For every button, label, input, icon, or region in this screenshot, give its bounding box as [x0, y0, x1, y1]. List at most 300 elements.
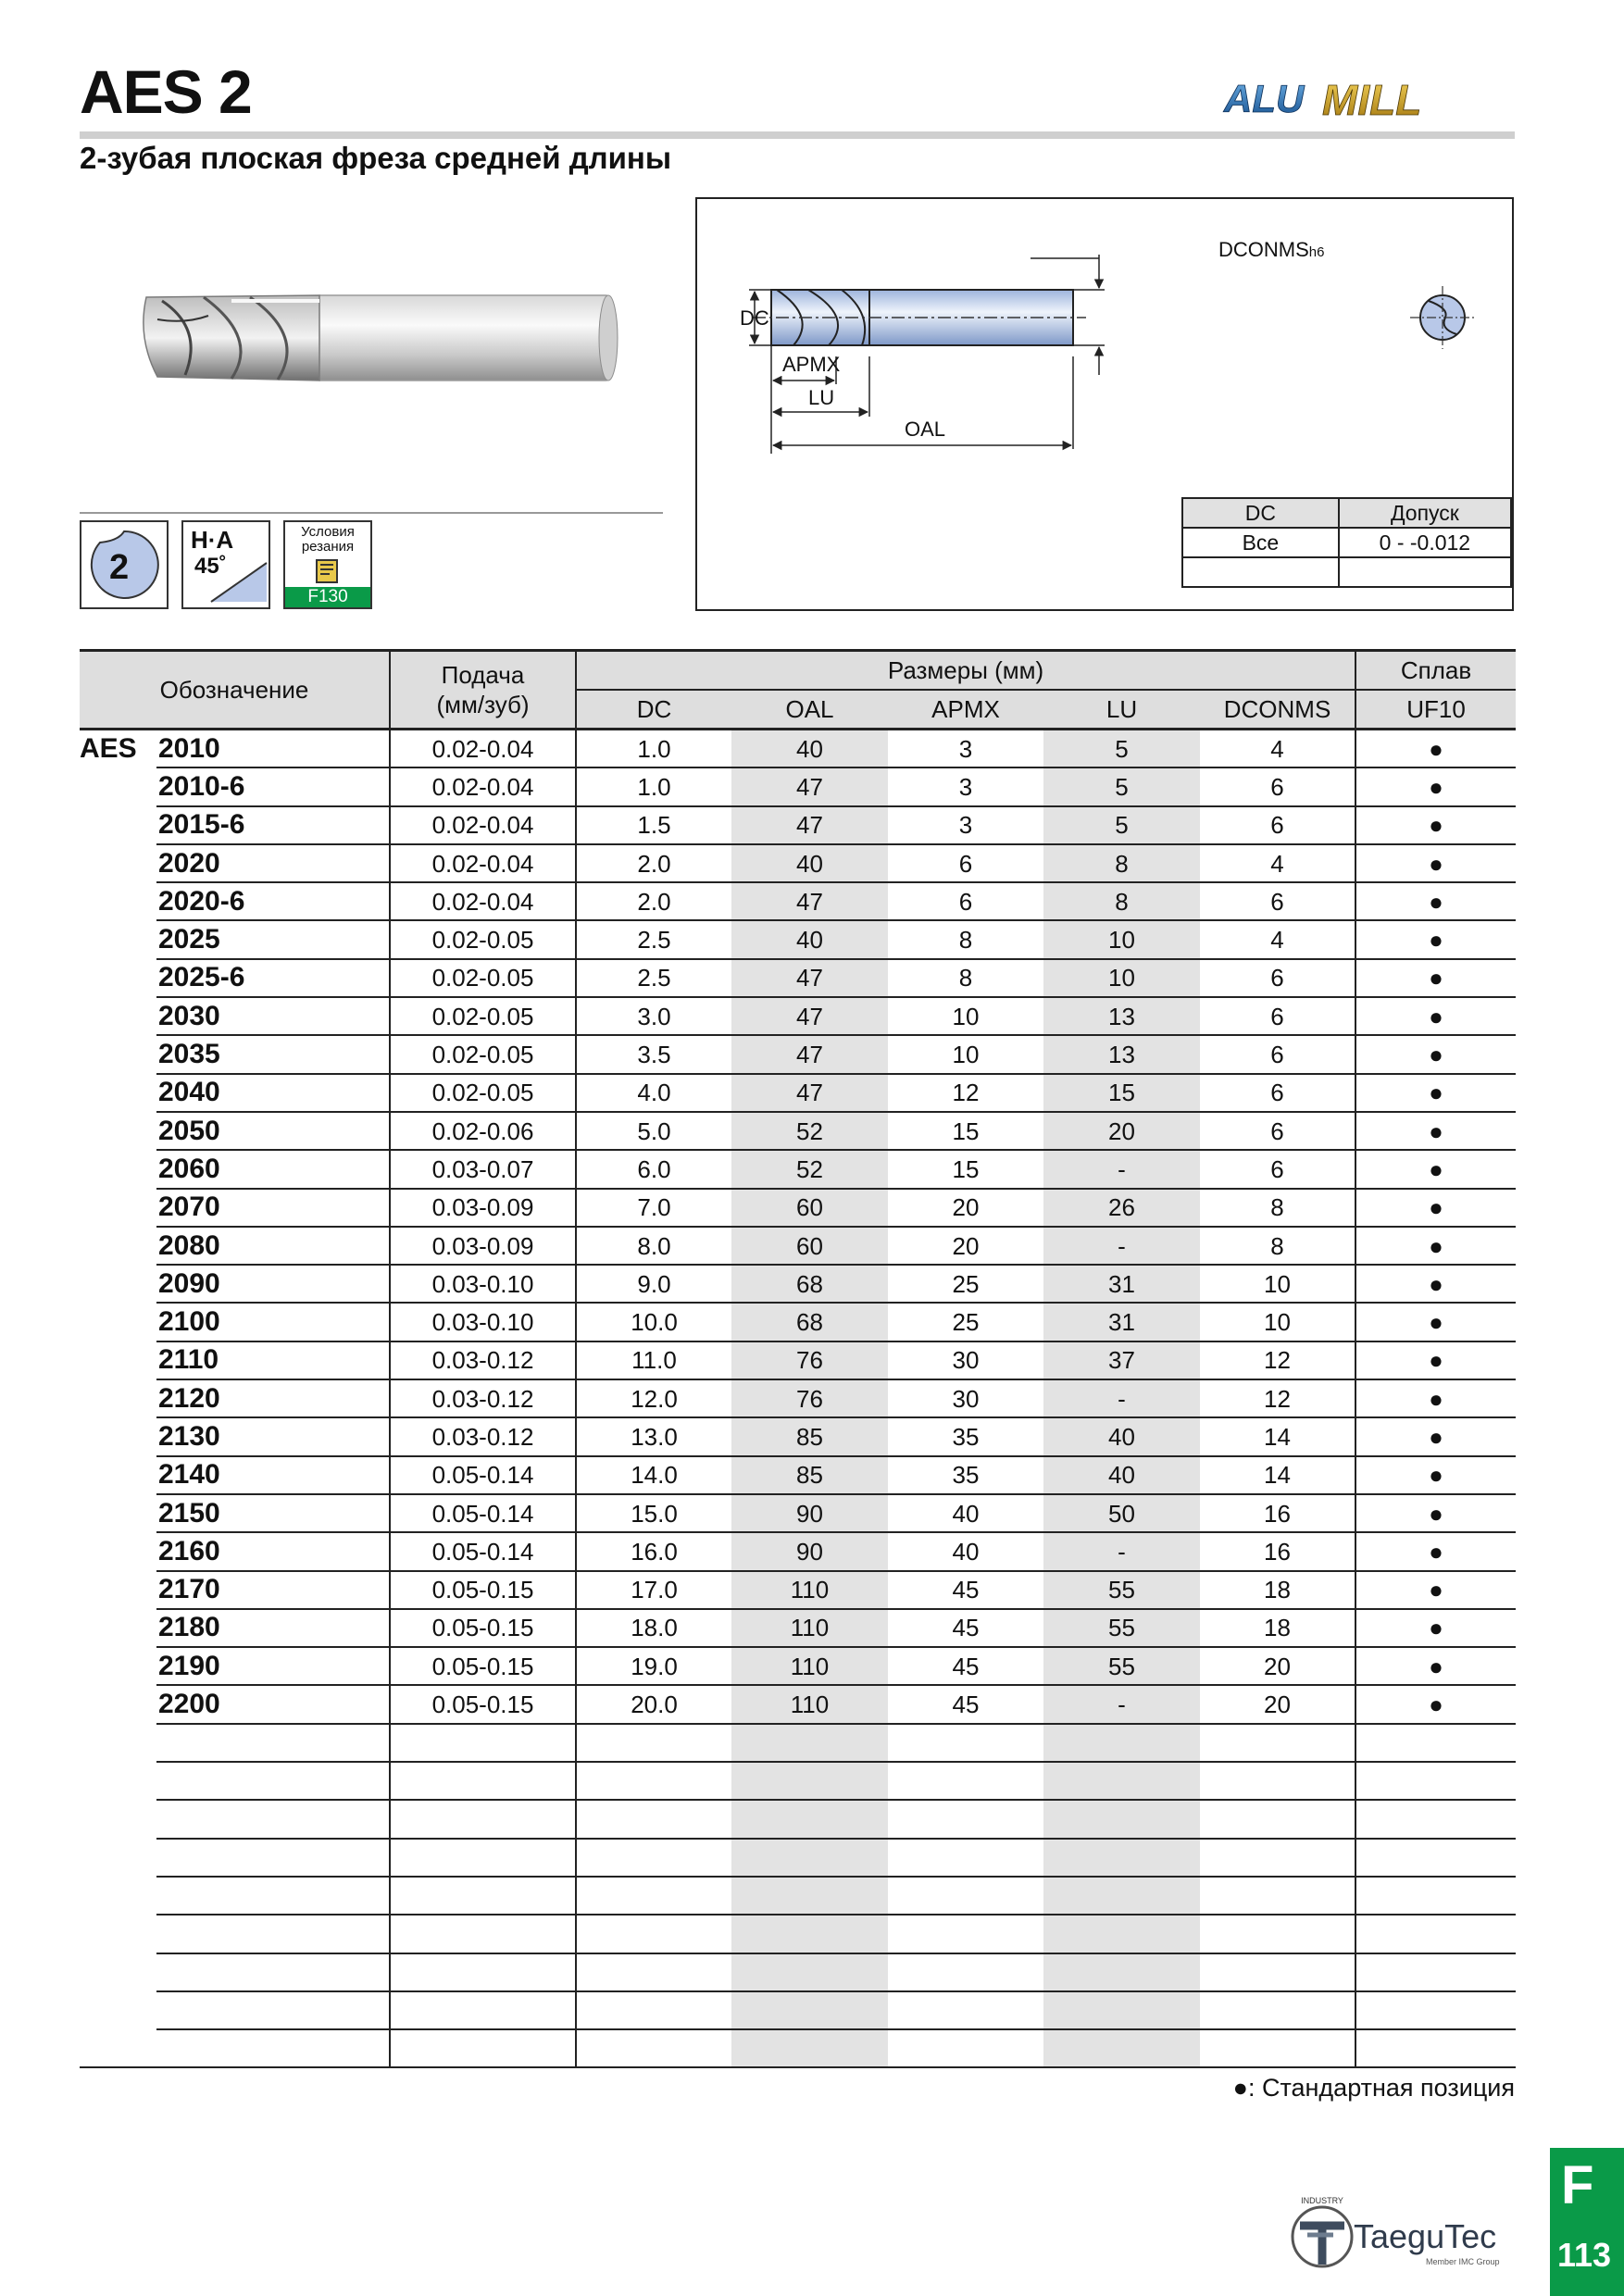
cell-dc: 1.0 — [576, 730, 731, 768]
cell-designation: 2140 — [156, 1456, 390, 1494]
cell-dconms — [1200, 1953, 1355, 1991]
cell-designation — [156, 2029, 390, 2067]
cell-dc — [576, 1724, 731, 1762]
cell-uf10: ● — [1355, 1647, 1516, 1685]
cell-apmx: 35 — [888, 1417, 1043, 1455]
cell-uf10: ● — [1355, 1456, 1516, 1494]
cell-uf10: ● — [1355, 1150, 1516, 1188]
cell-uf10 — [1355, 1877, 1516, 1915]
cell-oal: 40 — [731, 920, 888, 958]
cell-feed: 0.05-0.14 — [390, 1456, 576, 1494]
series-prefix-cell — [80, 997, 156, 1035]
cell-uf10: ● — [1355, 1227, 1516, 1265]
cell-dc: 2.5 — [576, 920, 731, 958]
cell-dc — [576, 1991, 731, 2029]
cell-apmx: 20 — [888, 1189, 1043, 1227]
cell-oal: 52 — [731, 1150, 888, 1188]
cell-oal — [731, 1991, 888, 2029]
cell-uf10 — [1355, 2029, 1516, 2067]
cell-oal: 76 — [731, 1341, 888, 1379]
cell-oal: 110 — [731, 1609, 888, 1647]
cell-dconms: 6 — [1200, 997, 1355, 1035]
cell-lu: 31 — [1043, 1265, 1200, 1303]
header-dconms: DCONMS — [1200, 690, 1355, 730]
table-row — [80, 1074, 1516, 1112]
table-row — [80, 959, 1516, 997]
series-prefix-cell — [80, 1877, 156, 1915]
flute-count-icon — [80, 520, 169, 609]
tolerance-header-dc: DC — [1182, 498, 1339, 528]
cell-oal — [731, 1800, 888, 1838]
cell-feed: 0.02-0.04 — [390, 767, 576, 805]
taegutec-logo — [1287, 2192, 1526, 2272]
cell-lu — [1043, 1915, 1200, 1953]
cell-apmx: 12 — [888, 1074, 1043, 1112]
cell-oal: 85 — [731, 1417, 888, 1455]
cell-uf10: ● — [1355, 1112, 1516, 1150]
cell-uf10: ● — [1355, 1417, 1516, 1455]
cell-uf10: ● — [1355, 1609, 1516, 1647]
cell-dconms — [1200, 1991, 1355, 2029]
cell-oal: 68 — [731, 1265, 888, 1303]
series-prefix-cell — [80, 1456, 156, 1494]
cell-uf10: ● — [1355, 1379, 1516, 1417]
tolerance-cell: Все — [1182, 528, 1339, 557]
cell-lu — [1043, 1877, 1200, 1915]
cell-dc: 19.0 — [576, 1647, 731, 1685]
cell-oal: 40 — [731, 844, 888, 882]
series-prefix-cell — [80, 1265, 156, 1303]
tolerance-cell: 0 - -0.012 — [1339, 528, 1511, 557]
cell-feed — [390, 1953, 576, 1991]
series-prefix-cell — [80, 1112, 156, 1150]
cell-feed: 0.03-0.12 — [390, 1341, 576, 1379]
cell-lu: 10 — [1043, 920, 1200, 958]
cell-dconms: 16 — [1200, 1532, 1355, 1570]
cell-oal: 68 — [731, 1303, 888, 1341]
header-apmx: APMX — [888, 690, 1043, 730]
cell-uf10: ● — [1355, 1685, 1516, 1723]
conditions-label-2: резания — [301, 539, 355, 555]
page-subtitle: 2-зубая плоская фреза средней длины — [80, 141, 672, 175]
table-row — [80, 844, 1516, 882]
cell-oal: 47 — [731, 1074, 888, 1112]
cell-feed: 0.02-0.05 — [390, 959, 576, 997]
cell-dc: 1.0 — [576, 767, 731, 805]
cell-designation: 2025 — [156, 920, 390, 958]
dim-dc-label: DC — [740, 306, 769, 330]
cell-uf10: ● — [1355, 1571, 1516, 1609]
cell-dc: 1.5 — [576, 806, 731, 844]
section-letter: F — [1561, 2155, 1594, 2215]
cell-dc: 16.0 — [576, 1532, 731, 1570]
cell-dc — [576, 1877, 731, 1915]
series-prefix-cell — [80, 882, 156, 920]
series-prefix-cell — [80, 844, 156, 882]
cell-designation: 2200 — [156, 1685, 390, 1723]
series-prefix-cell — [80, 1494, 156, 1532]
cell-dc: 12.0 — [576, 1379, 731, 1417]
cell-dconms — [1200, 1800, 1355, 1838]
cell-designation — [156, 1762, 390, 1800]
cell-oal: 76 — [731, 1379, 888, 1417]
cell-feed: 0.03-0.10 — [390, 1303, 576, 1341]
dimension-diagram — [695, 197, 1514, 611]
cell-apmx — [888, 2029, 1043, 2067]
cell-feed — [390, 1762, 576, 1800]
table-row — [80, 1189, 1516, 1227]
cell-uf10: ● — [1355, 1532, 1516, 1570]
cell-apmx: 6 — [888, 882, 1043, 920]
cell-dconms: 6 — [1200, 959, 1355, 997]
cell-feed: 0.03-0.09 — [390, 1189, 576, 1227]
tolerance-cell — [1182, 557, 1339, 587]
cell-uf10: ● — [1355, 1035, 1516, 1073]
table-row — [80, 1265, 1516, 1303]
cutting-conditions-icon[interactable] — [283, 520, 372, 609]
cell-dconms — [1200, 1839, 1355, 1877]
cell-feed: 0.03-0.10 — [390, 1265, 576, 1303]
page-tab — [1550, 2148, 1624, 2296]
cell-dc: 10.0 — [576, 1303, 731, 1341]
header-rule — [80, 131, 1515, 139]
cell-uf10: ● — [1355, 767, 1516, 805]
table-row — [80, 1609, 1516, 1647]
cell-dconms: 8 — [1200, 1227, 1355, 1265]
cell-dconms: 6 — [1200, 1074, 1355, 1112]
cell-designation: 2110 — [156, 1341, 390, 1379]
cell-lu: - — [1043, 1150, 1200, 1188]
conditions-ref-badge — [285, 587, 370, 607]
cell-apmx: 3 — [888, 730, 1043, 768]
series-prefix-cell — [80, 1762, 156, 1800]
cell-feed — [390, 1839, 576, 1877]
cell-apmx: 40 — [888, 1494, 1043, 1532]
cell-dconms: 12 — [1200, 1341, 1355, 1379]
table-row — [80, 2029, 1516, 2067]
series-prefix-cell — [80, 806, 156, 844]
table-row — [80, 1915, 1516, 1953]
cell-dconms: 6 — [1200, 767, 1355, 805]
cell-feed — [390, 1724, 576, 1762]
cell-uf10 — [1355, 1724, 1516, 1762]
table-row — [80, 1456, 1516, 1494]
cell-oal: 110 — [731, 1685, 888, 1723]
series-prefix-cell — [80, 1189, 156, 1227]
cell-apmx: 3 — [888, 806, 1043, 844]
series-prefix-cell — [80, 1647, 156, 1685]
cell-lu: 15 — [1043, 1074, 1200, 1112]
table-row — [80, 1532, 1516, 1570]
cell-feed: 0.05-0.14 — [390, 1532, 576, 1570]
cell-lu: 50 — [1043, 1494, 1200, 1532]
cell-designation: 2080 — [156, 1227, 390, 1265]
cell-lu: 13 — [1043, 997, 1200, 1035]
table-row — [80, 1379, 1516, 1417]
cell-dconms: 10 — [1200, 1265, 1355, 1303]
cell-dc: 18.0 — [576, 1609, 731, 1647]
cell-feed: 0.02-0.04 — [390, 844, 576, 882]
cell-lu — [1043, 1724, 1200, 1762]
table-row — [80, 1227, 1516, 1265]
legend-symbol: ● — [1232, 2074, 1248, 2102]
cell-lu: 31 — [1043, 1303, 1200, 1341]
cell-dc: 5.0 — [576, 1112, 731, 1150]
legend — [1204, 2074, 1515, 2103]
cell-oal: 110 — [731, 1571, 888, 1609]
cell-dc — [576, 1839, 731, 1877]
cell-dconms: 18 — [1200, 1609, 1355, 1647]
cell-dc: 13.0 — [576, 1417, 731, 1455]
cell-feed: 0.05-0.15 — [390, 1571, 576, 1609]
cell-dconms: 14 — [1200, 1456, 1355, 1494]
cell-designation: 2050 — [156, 1112, 390, 1150]
cell-designation: 2010-6 — [156, 767, 390, 805]
cell-lu: 40 — [1043, 1417, 1200, 1455]
cell-apmx: 45 — [888, 1609, 1043, 1647]
cell-dconms: 10 — [1200, 1303, 1355, 1341]
cell-uf10: ● — [1355, 882, 1516, 920]
cell-designation: 2150 — [156, 1494, 390, 1532]
cell-dconms: 6 — [1200, 1035, 1355, 1073]
dim-dconms-text: DCONMS — [1218, 238, 1309, 261]
table-row — [80, 1991, 1516, 2029]
cell-lu: - — [1043, 1532, 1200, 1570]
cell-designation: 2060 — [156, 1150, 390, 1188]
legend-text: : Стандартная позиция — [1247, 2074, 1515, 2102]
table-row — [80, 1303, 1516, 1341]
cell-apmx — [888, 1877, 1043, 1915]
cell-apmx — [888, 1800, 1043, 1838]
cell-dconms: 12 — [1200, 1379, 1355, 1417]
cell-uf10: ● — [1355, 920, 1516, 958]
cell-oal — [731, 1953, 888, 1991]
cell-uf10: ● — [1355, 1189, 1516, 1227]
taegutec-logo-arc: INDUSTRY — [1301, 2196, 1343, 2205]
cell-oal — [731, 1877, 888, 1915]
cell-uf10: ● — [1355, 1494, 1516, 1532]
cell-oal: 60 — [731, 1227, 888, 1265]
table-row — [80, 1035, 1516, 1073]
page-number: 113 — [1557, 2236, 1612, 2274]
cell-designation: 2170 — [156, 1571, 390, 1609]
cell-oal: 60 — [731, 1189, 888, 1227]
cell-designation: 2030 — [156, 997, 390, 1035]
table-row — [80, 1647, 1516, 1685]
helix-angle-value: 45˚ — [194, 554, 227, 579]
product-table — [80, 649, 1516, 2068]
cell-dc: 4.0 — [576, 1074, 731, 1112]
cell-dconms: 14 — [1200, 1417, 1355, 1455]
series-prefix-cell — [80, 959, 156, 997]
cell-apmx: 8 — [888, 920, 1043, 958]
cell-dconms — [1200, 2029, 1355, 2067]
cell-uf10 — [1355, 1800, 1516, 1838]
cell-designation — [156, 1839, 390, 1877]
header-feed — [390, 651, 576, 730]
cell-oal: 47 — [731, 767, 888, 805]
cell-uf10: ● — [1355, 959, 1516, 997]
cell-oal: 40 — [731, 730, 888, 768]
cell-oal: 47 — [731, 1035, 888, 1073]
cell-feed: 0.05-0.14 — [390, 1494, 576, 1532]
cell-designation: 2040 — [156, 1074, 390, 1112]
table-row — [80, 1417, 1516, 1455]
cell-dconms — [1200, 1762, 1355, 1800]
cell-apmx: 35 — [888, 1456, 1043, 1494]
series-prefix-cell — [80, 1724, 156, 1762]
cell-uf10 — [1355, 1915, 1516, 1953]
conditions-book-icon — [314, 557, 342, 585]
cell-feed: 0.02-0.05 — [390, 1074, 576, 1112]
cell-oal — [731, 1762, 888, 1800]
cell-feed — [390, 1877, 576, 1915]
cell-designation: 2160 — [156, 1532, 390, 1570]
cell-designation: 2070 — [156, 1189, 390, 1227]
cell-apmx — [888, 1724, 1043, 1762]
cell-designation — [156, 1953, 390, 1991]
cell-designation: 2015-6 — [156, 806, 390, 844]
header-dc: DC — [576, 690, 731, 730]
cell-apmx: 45 — [888, 1647, 1043, 1685]
cell-oal: 85 — [731, 1456, 888, 1494]
header-feed-line2: (мм/зуб) — [436, 691, 530, 718]
cell-apmx: 8 — [888, 959, 1043, 997]
cell-feed: 0.02-0.04 — [390, 806, 576, 844]
series-prefix-cell — [80, 1800, 156, 1838]
cell-dc: 6.0 — [576, 1150, 731, 1188]
cell-dc: 2.5 — [576, 959, 731, 997]
table-row — [80, 1685, 1516, 1723]
cell-uf10: ● — [1355, 844, 1516, 882]
series-prefix-cell: AES — [80, 733, 137, 765]
cell-oal — [731, 1724, 888, 1762]
product-table-body — [80, 730, 1516, 2068]
cell-lu — [1043, 1953, 1200, 1991]
cell-lu — [1043, 1991, 1200, 2029]
cell-uf10 — [1355, 1839, 1516, 1877]
cell-dconms: 4 — [1200, 920, 1355, 958]
cell-dc — [576, 1915, 731, 1953]
header-designation: Обозначение — [80, 651, 390, 730]
cell-designation: 2020 — [156, 844, 390, 882]
cell-lu: 20 — [1043, 1112, 1200, 1150]
cell-apmx — [888, 1915, 1043, 1953]
cell-feed: 0.03-0.12 — [390, 1417, 576, 1455]
cell-designation: 2025-6 — [156, 959, 390, 997]
cell-designation: 2020-6 — [156, 882, 390, 920]
header-uf10: UF10 — [1355, 690, 1516, 730]
cell-dconms: 4 — [1200, 730, 1355, 768]
cell-feed: 0.03-0.09 — [390, 1227, 576, 1265]
cell-feed — [390, 1991, 576, 2029]
cell-dc — [576, 1800, 731, 1838]
table-row — [80, 1877, 1516, 1915]
cell-dconms: 20 — [1200, 1647, 1355, 1685]
cell-feed: 0.02-0.05 — [390, 920, 576, 958]
series-prefix-cell — [80, 1991, 156, 2029]
cell-designation: 2130 — [156, 1417, 390, 1455]
cell-dc: 15.0 — [576, 1494, 731, 1532]
helix-angle-icon — [181, 520, 270, 609]
cell-dconms: 20 — [1200, 1685, 1355, 1723]
cell-designation: 2180 — [156, 1609, 390, 1647]
cell-oal: 47 — [731, 959, 888, 997]
table-row — [80, 1150, 1516, 1188]
cell-lu: - — [1043, 1685, 1200, 1723]
cell-dc — [576, 2029, 731, 2067]
series-prefix-cell — [80, 1379, 156, 1417]
cell-dc: 14.0 — [576, 1456, 731, 1494]
cell-dc: 8.0 — [576, 1227, 731, 1265]
cell-uf10: ● — [1355, 1341, 1516, 1379]
series-prefix-cell — [80, 1341, 156, 1379]
alumill-logo-mill: MILL — [1322, 76, 1422, 124]
cell-dconms: 8 — [1200, 1189, 1355, 1227]
table-row — [80, 730, 1516, 768]
cell-apmx: 45 — [888, 1685, 1043, 1723]
series-prefix-cell — [80, 1685, 156, 1723]
cell-lu: 37 — [1043, 1341, 1200, 1379]
table-row — [80, 882, 1516, 920]
cell-lu: 55 — [1043, 1647, 1200, 1685]
taegutec-logo-text: TaeguTec — [1354, 2217, 1497, 2255]
cell-apmx: 6 — [888, 844, 1043, 882]
table-row — [80, 920, 1516, 958]
helix-angle-label: H·A — [191, 526, 234, 554]
table-row — [80, 1839, 1516, 1877]
table-row — [80, 1112, 1516, 1150]
cell-dc: 3.5 — [576, 1035, 731, 1073]
cell-apmx: 45 — [888, 1571, 1043, 1609]
cell-lu: - — [1043, 1379, 1200, 1417]
cell-dconms: 6 — [1200, 1150, 1355, 1188]
cell-dc: 11.0 — [576, 1341, 731, 1379]
cell-lu: 5 — [1043, 767, 1200, 805]
series-prefix-cell — [80, 2029, 156, 2067]
cell-lu: 5 — [1043, 730, 1200, 768]
flute-count: 2 — [109, 548, 130, 587]
tool-photo — [120, 236, 639, 421]
cell-designation — [156, 1991, 390, 2029]
cell-oal: 110 — [731, 1647, 888, 1685]
cell-uf10: ● — [1355, 1303, 1516, 1341]
page-title: AES 2 — [80, 57, 252, 126]
cell-feed: 0.05-0.15 — [390, 1685, 576, 1723]
cell-lu: 10 — [1043, 959, 1200, 997]
tolerance-table — [1181, 497, 1512, 588]
cell-dconms: 4 — [1200, 844, 1355, 882]
cell-lu: 40 — [1043, 1456, 1200, 1494]
cell-designation: 2035 — [156, 1035, 390, 1073]
cell-feed: 0.03-0.07 — [390, 1150, 576, 1188]
cell-lu: 13 — [1043, 1035, 1200, 1073]
alumill-logo — [1213, 70, 1518, 126]
cell-dconms: 16 — [1200, 1494, 1355, 1532]
taegutec-logo-tagline: Member IMC Group — [1426, 2257, 1500, 2266]
cell-apmx — [888, 1953, 1043, 1991]
header-oal: OAL — [731, 690, 888, 730]
dim-apmx-label: APMX — [782, 353, 841, 376]
cell-oal: 90 — [731, 1494, 888, 1532]
cell-apmx: 10 — [888, 1035, 1043, 1073]
cell-lu — [1043, 1800, 1200, 1838]
table-row — [80, 1800, 1516, 1838]
cell-designation — [156, 1800, 390, 1838]
cell-uf10 — [1355, 1762, 1516, 1800]
cell-designation: 2120 — [156, 1379, 390, 1417]
cell-designation: 2090 — [156, 1265, 390, 1303]
